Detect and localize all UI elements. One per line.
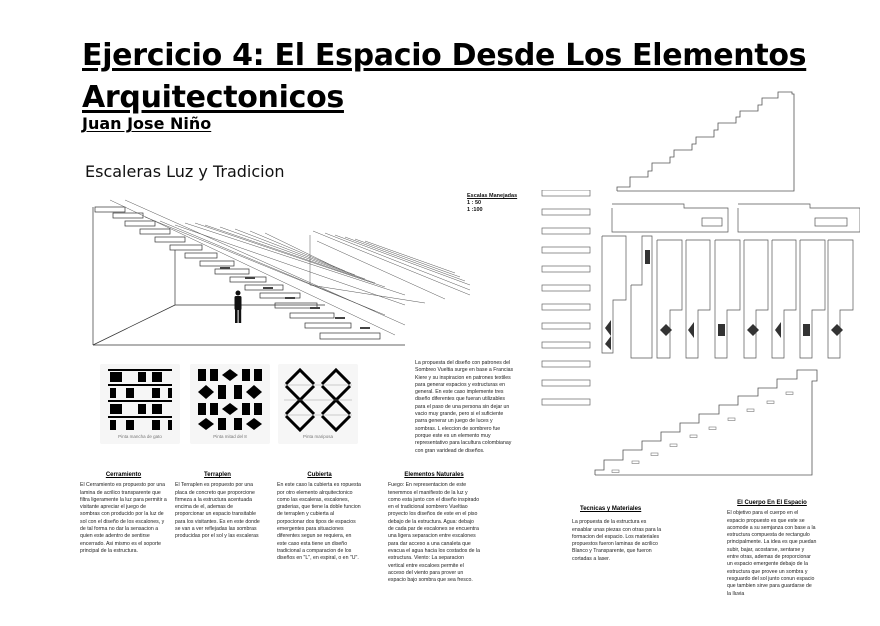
pattern-caption-2: Pinta mitad del 8 — [213, 434, 247, 439]
cuerpo-heading: El Cuerpo En El Espacio — [737, 500, 807, 506]
terraplen-heading: Terraplen — [204, 472, 231, 478]
human-figure-icon — [235, 291, 242, 324]
pattern-card-mancha-de-gato — [100, 364, 180, 444]
cuerpo-body: El objetivo para el cuerpo en el espacio propuesto es que este se acomode a su semjanza con base a la estructura compuesta de rectangulo principalmente. La idea es que puedan subir, bajar, acostarse, sentarse y entre otras, ademas de proporcionar un espacio emergente debajo de la estructura que provee un sombra y resguardo del sol junto conun espacio que tambien sirve para guardarse de la lluvia — [727, 510, 817, 597]
scales-heading: Escalas Manejadas — [467, 193, 518, 199]
cerramiento-heading: Cerramiento — [105, 472, 142, 478]
scale-value-1: 1 : 50 — [467, 200, 482, 206]
project-subtitle: Escaleras Luz y Tradicion — [85, 162, 285, 181]
section-terraplen — [175, 472, 260, 541]
section-elementos-naturales — [388, 472, 480, 584]
page-title-line2: Arquitectonicos — [82, 80, 344, 115]
pieces-column — [541, 190, 591, 420]
page-title-line1: Ejercicio 4: El Espacio Desde Los Elementos — [82, 38, 807, 73]
elementos-naturales-heading: Elementos Naturales — [404, 472, 464, 478]
cerramiento-body: El Cerramiento es propuesto por una lamina de acrilico transparente que filtra ligeramente la luz para permitir a visitante apreciar el juego de sombras con producido por la luz de sol con el diseño de los escalones, y de tal forma no dar la sensacion a quien este adentro de sentirse encerrado. Asi mismo es el soporte principal de la estructura. — [80, 482, 167, 554]
pattern-card-mariposa — [278, 364, 358, 444]
terraplen-body: El Terraplen es propuesto por una placa de concreto que proporcione firmeza a la estructura acentuada encima de el, ademas de proporcionar un espacio transitable para los visitantes. Es en este donde se van a ver reflejadas las sombras producidas por el sol y las escaleras — [175, 482, 260, 540]
stair-elevation-bottom — [590, 362, 840, 482]
cubierta-body: En este caso la cubierta es ropuesta por otro elemento alrquitectonico como las escaleras, escalones, graderias, que tiene la doble funcion de terraplen y cubierta al porpocionar dos tipos de espacios emergentes para situaciones diferentes segun se requiera, en este caso esta tiene un diseño tradicional a comparacion de los diseños en "L", en espiral, o en "U". — [277, 482, 361, 562]
section-cuerpo-espacio — [727, 500, 817, 598]
tecnicas-body: La propuesta de la estructura es ensablar unas piezas con otras para la formacion del espacio. Los materiales propuestos fueron laminas de acrilico Blanco y Transparente, que fueron cortadas a laser. — [572, 519, 662, 562]
pattern-card-mitad-del-8 — [190, 364, 270, 444]
author-name: Juan Jose Niño — [82, 114, 212, 133]
pattern-caption-1: Pinta mancha de gato — [118, 434, 162, 439]
stair-perspective-drawing — [85, 195, 475, 350]
intro-paragraph: La propuesta del diseño con patrones del Sombreo Vueltia surge en base a Francias Kiere y su inspiracion en patrones textiles para generar espacios y estructuras en general. En este caso implemente tres diseño diferentes que fueran utilizables para el paso de una persona sin dejar un vacio muy grande, pero si el suficiente parra generar un juego de luces y sombras. L eleccion de sombrero fue porque este es un elemento muy representativo para lacultura colombianay con gran varidead de diseños. — [415, 360, 514, 454]
section-cerramiento — [80, 472, 167, 555]
section-tecnicas-materiales — [572, 506, 662, 563]
tecnicas-heading: Tecnicas y Materiales — [580, 506, 642, 512]
pattern-caption-3: Pinta mariposa — [302, 434, 333, 439]
section-cubierta — [277, 472, 362, 563]
cubierta-heading: Cubierta — [307, 472, 332, 478]
stair-elevation-top — [610, 90, 850, 195]
pattern-mancha-de-gato-icon — [100, 364, 180, 434]
pattern-mitad-del-8-icon — [190, 364, 270, 434]
section-pieces-grid — [600, 200, 860, 360]
elementos-naturales-body: Fuego: En representacion de este tenemmos el manifiesto de la luz y como esta junto con el diseño inspirado en el tradicional sombrero Vueltiao proyecto los diseños de este en el piso debajo de la estructura. Agua: debajo de cada par de escalones se encuentra una ligera separacion entre escalones para dar acceso a una canaleta que evacua el agua hacia los costados de la estructura. Viento: La separacion vertical entre escaloes permite el acceso del viento para prover un espacio bajo sombra que sea fresco. — [388, 482, 480, 584]
pattern-mariposa-icon — [278, 364, 358, 434]
scale-value-2: 1 :100 — [467, 207, 483, 213]
